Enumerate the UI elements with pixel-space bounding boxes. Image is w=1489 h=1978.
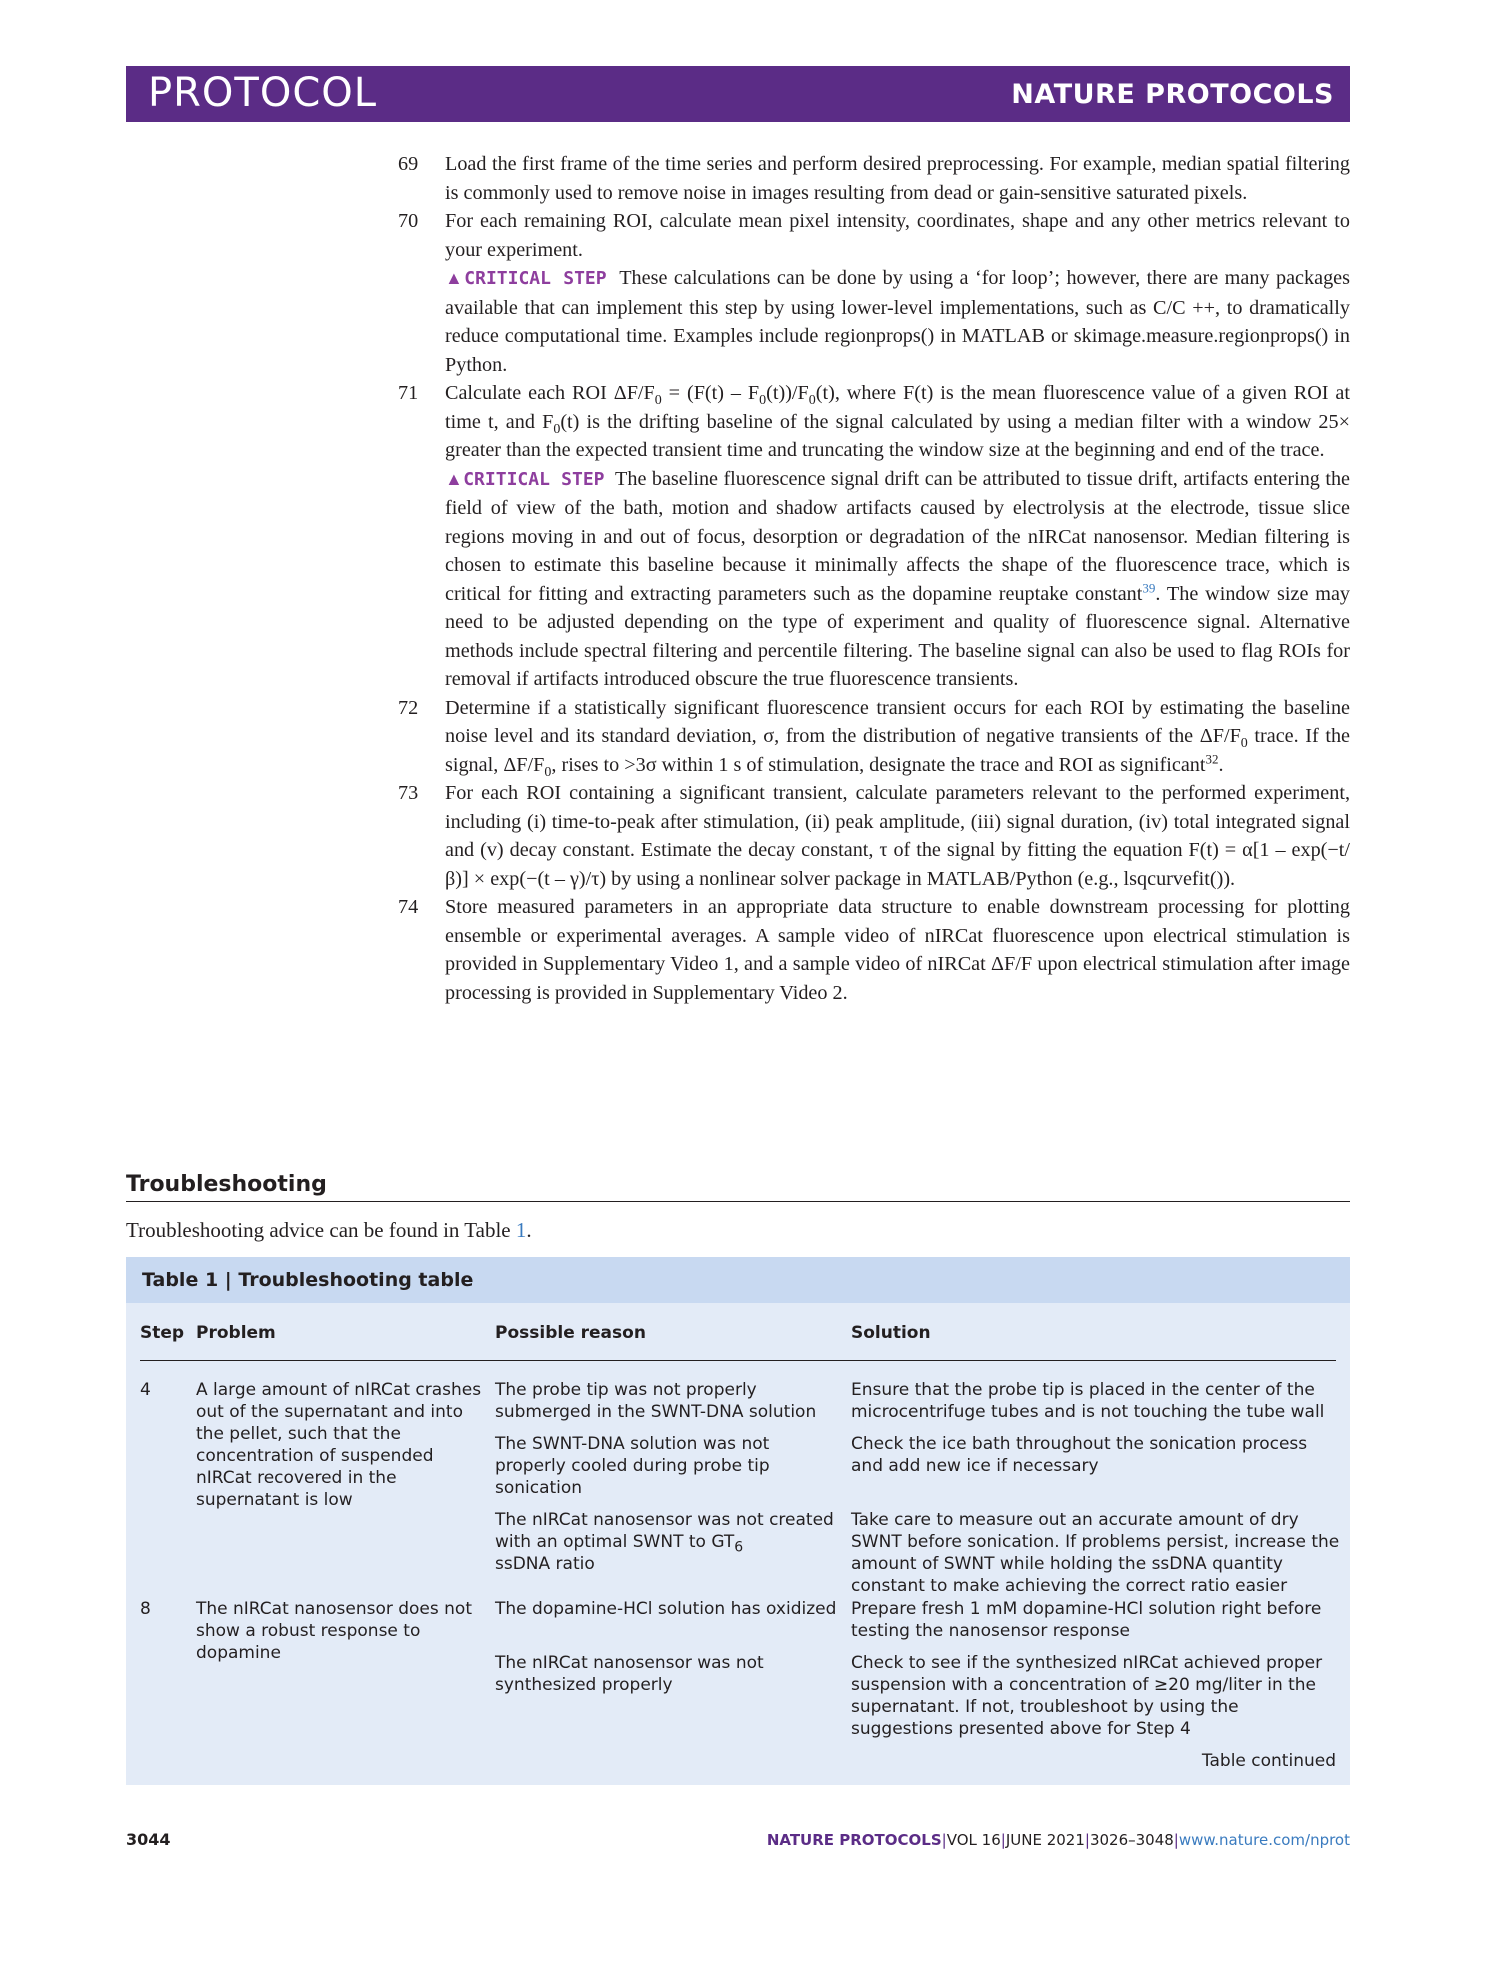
footer-journal: NATURE PROTOCOLS	[766, 1831, 942, 1849]
table-continued: Table continued	[1201, 1751, 1336, 1771]
text-run: (t) is the drifting baseline of the signal calculated by using a median filter with a window 25× greater than the expected transient time and truncating the window size at the beginning and end of the trace.	[445, 410, 1350, 461]
text-run: (t), where F(t) is the mean fluorescence value of a given ROI at time t, and F	[445, 382, 1350, 433]
column-header-solution: Solution	[851, 1323, 931, 1343]
row-8-solution-2: Check to see if the synthesized nIRCat achieved proper suspension with a concentration of ≥20 mg/liter in the supernatant. If not, troubleshoot by using the suggestions presented above for Step 4	[851, 1653, 1323, 1739]
row-8-step: 8	[140, 1599, 151, 1619]
subscript: 0	[808, 393, 816, 409]
separator: |	[1000, 1831, 1006, 1849]
section-label: PROTOCOL	[148, 70, 378, 116]
step-text: Store measured parameters in an appropriate data structure to enable downstream processing for plotting ensemble or experimental averages. A sample video of nIRCat fluorescence upon electrical stimulation is provided in Supplementary Video 1, and a sample video of nIRCat ΔF/F upon electrical stimulation after image processing is provided in Supplementary Video 2.	[445, 896, 1350, 1004]
separator: |	[1173, 1831, 1179, 1849]
step-72	[398, 694, 1350, 780]
footer-volume: VOL 16	[946, 1831, 1001, 1849]
separator: |	[941, 1831, 947, 1849]
column-header-problem: Problem	[196, 1323, 276, 1343]
step-text: For each ROI containing a significant transient, calculate parameters relevant to the performed experiment, including (i) time-to-peak after stimulation, (ii) peak amplitude, (iii) signal duration, (iv) total integrated signal and (v) decay constant. Estimate the decay constant, τ of the signal by fitting the equation F(t) = α[1 – exp(−t/β)] × exp(−(t – γ)/τ) by using a nonlinear solver package in MATLAB/Python (e.g., lsqcurvefit()).	[445, 782, 1350, 890]
table-caption: Table 1 | Troubleshooting table	[142, 1269, 474, 1291]
step-number: 71	[398, 382, 419, 404]
step-number: 69	[398, 153, 419, 175]
step-text	[445, 694, 1350, 780]
footer-pages: 3026–3048	[1089, 1831, 1174, 1849]
warning-triangle-icon: ▲	[445, 468, 464, 489]
step-text: Load the first frame of the time series and perform desired preprocessing. For example, median spatial filtering is commonly used to remove noise in images resulting from dead or gain-sensitive saturated pixels.	[445, 153, 1350, 204]
critical-step-note	[445, 264, 1350, 379]
row-4-problem: A large amount of nIRCat crashes out of the supernatant and into the pellet, such that the concentration of suspended nIRCat recovered in the supernatant is low	[196, 1380, 482, 1510]
row-4-reason-2: The SWNT-DNA solution was not properly cooled during probe tip sonication	[495, 1434, 770, 1498]
procedure-steps	[398, 150, 1350, 1007]
header-rule	[140, 1360, 1336, 1361]
step-74	[398, 893, 1350, 1007]
step-text	[445, 379, 1350, 465]
row-8-reason-1: The dopamine-HCl solution has oxidized	[495, 1599, 837, 1619]
text-run: Determine if a statistically significant fluorescence transient occurs for each ROI by estimating the baseline noise level and its standard deviation, σ, from the distribution of negative transients of the ΔF/F	[445, 696, 1350, 747]
step-70	[398, 207, 1350, 379]
footer-date: JUNE 2021	[1005, 1831, 1085, 1849]
row-4-solution-2: Check the ice bath throughout the sonication process and add new ice if necessary	[851, 1434, 1308, 1476]
row-4-solution-1: Ensure that the probe tip is placed in the center of the microcentrifuge tubes and is not touching the tube wall	[851, 1380, 1325, 1422]
step-number: 70	[398, 210, 419, 232]
text-run: trace. If the signal, ΔF/F	[445, 725, 1350, 776]
row-4-solution-3: Take care to measure out an accurate amount of dry SWNT before sonication. If problems persist, increase the amount of SWNT while holding the ssDNA quantity constant to make achieving the correct ratio easier	[851, 1510, 1340, 1596]
step-69	[398, 150, 1350, 207]
column-header-reason: Possible reason	[495, 1323, 646, 1343]
row-8-solution-1: Prepare fresh 1 mM dopamine-HCl solution right before testing the nanosensor response	[851, 1599, 1322, 1641]
step-text: For each remaining ROI, calculate mean pixel intensity, coordinates, shape and any other metrics relevant to your experiment.	[445, 210, 1350, 261]
warning-triangle-icon: ▲	[445, 268, 465, 288]
text-run: Calculate each ROI ΔF/F	[445, 382, 655, 404]
separator: |	[1084, 1831, 1090, 1849]
text-run: The nIRCat nanosensor was not created with an optimal SWNT to GT	[495, 1510, 834, 1552]
text-run: = (F(t) – F	[661, 382, 760, 404]
step-number: 74	[398, 896, 419, 918]
text-run: .	[526, 1218, 532, 1242]
text-run: , rises to >3σ within 1 s of stimulation, designate the trace and ROI as significant	[551, 753, 1206, 776]
subscript: 0	[654, 393, 662, 409]
journal-name: NATURE PROTOCOLS	[1011, 79, 1334, 110]
header-bar	[126, 66, 1350, 122]
step-71	[398, 379, 1350, 694]
row-8-problem: The nIRCat nanosensor does not show a robust response to dopamine	[196, 1599, 472, 1663]
step-number: 73	[398, 782, 419, 804]
row-4-step: 4	[140, 1380, 151, 1400]
critical-step-text: The baseline fluorescence signal drift can be attributed to tissue drift, artifacts entering the field of view of the bath, motion and shadow artifacts caused by electrolysis at the electrode, tissue slice regions moving in and out of focus, desorption or degradation of the nIRCat nanosensor. Median filtering is chosen to estimate this baseline because it minimally affects the shape of the fluorescence trace, which is critical for fitting and extracting parameters such as the dopamine reuptake constant	[445, 467, 1350, 605]
footer-citation	[767, 1831, 1350, 1849]
row-8-reason-2: The nIRCat nanosensor was not synthesized properly	[495, 1653, 764, 1695]
text-run: Troubleshooting advice can be found in Table	[126, 1218, 516, 1242]
text-run: ssDNA ratio	[495, 1554, 595, 1574]
row-4-reason-3	[495, 1509, 840, 1575]
troubleshooting-table	[126, 1257, 1350, 1785]
text-run: (t))/F	[766, 382, 809, 404]
row-4-reason-1: The probe tip was not properly submerged in the SWNT-DNA solution	[495, 1380, 817, 1422]
column-header-step: Step	[140, 1323, 185, 1343]
critical-step-label: CRITICAL STEP	[464, 268, 607, 289]
troubleshooting-intro	[126, 1218, 532, 1243]
subscript: 0	[544, 764, 552, 780]
subscript: 0	[1240, 736, 1248, 752]
critical-step-text: . The window size may need to be adjusted depending on the type of experiment and quality of fluorescence signal. Alternative methods include spectral filtering and percentile filtering. The baseline signal can also be used to flag ROIs for removal if artifacts introduced obscure the true fluorescence transients.	[445, 582, 1350, 690]
reference-superscript: 32	[1205, 750, 1219, 766]
subscript: 0	[759, 393, 767, 409]
troubleshooting-heading: Troubleshooting	[126, 1172, 1350, 1202]
subscript: 0	[553, 421, 561, 437]
step-73	[398, 779, 1350, 893]
critical-step-label: CRITICAL STEP	[463, 468, 605, 490]
table-link[interactable]: 1	[515, 1218, 527, 1242]
text-run: .	[1218, 753, 1224, 776]
page-number: 3044	[126, 1830, 171, 1849]
critical-step-text: These calculations can be done by using a ‘for loop’; however, there are many packages available that can implement this step by using lower-level implementations, such as C/C ++, to dramatically reduce computational time. Examples include regionprops() in MATLAB or skimage.measure.regionprops() in Python.	[445, 267, 1350, 376]
reference-link[interactable]: 39	[1142, 579, 1156, 595]
subscript: 6	[734, 1539, 744, 1556]
table-caption-bar	[126, 1257, 1350, 1303]
footer-url[interactable]: www.nature.com/nprot	[1178, 1831, 1350, 1849]
critical-step-note	[445, 465, 1350, 694]
step-number: 72	[398, 696, 419, 719]
